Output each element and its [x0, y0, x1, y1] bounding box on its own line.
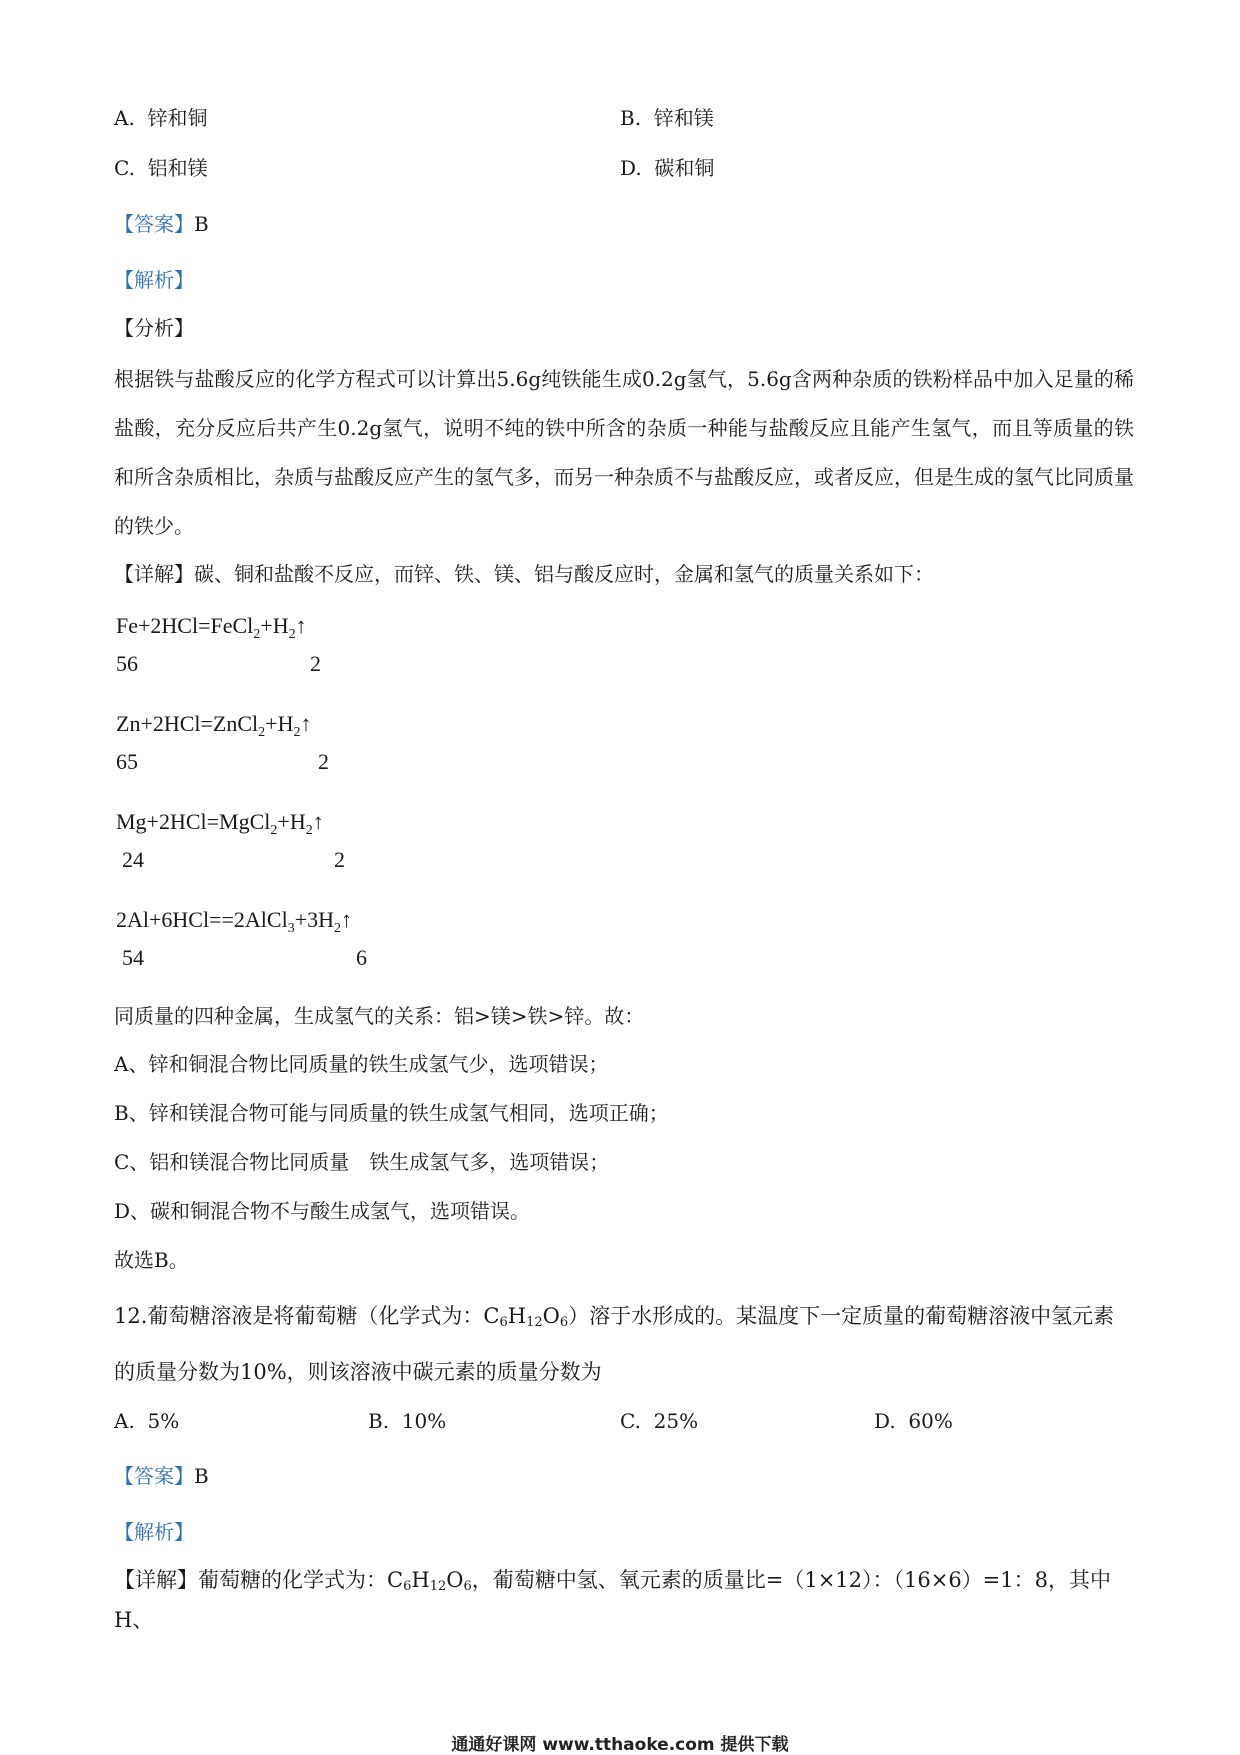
q12-stem: 12.葡萄糖溶液是将葡萄糖（化学式为：$C_6H_{12}O_6$）溶于水形成的。某温度下一定质量的葡萄糖溶液中氢元素 的质量分数为10%，则该溶液中碳元素的质量分数为 [114, 1304, 1115, 1384]
mass-h2-al: 6 [356, 945, 367, 970]
equation-zn: $Zn+2HCl=ZnCl_2+H_2↑$ [116, 711, 312, 740]
q11-analysis-heading: 【解析】 [114, 268, 194, 292]
q11-judgement-c: C、铝和镁混合物比同质量 铁生成氢气多，选项错误； [114, 1150, 610, 1174]
equation-al: $2Al+6HCl==2AlCl_3+3H_2↑$ [116, 907, 352, 936]
mass-h2-mg: 2 [334, 847, 345, 872]
prev-option-b: B. 锌和镁 [620, 106, 714, 130]
q11-answer [114, 210, 209, 238]
mass-h2-zn: 2 [318, 749, 329, 774]
q12-answer-value: B [194, 1464, 209, 1488]
mass-h2-fe: 2 [310, 651, 321, 676]
q11-judgement-a: A、锌和铜混合物比同质量的铁生成氢气少，选项错误； [114, 1052, 609, 1076]
q11-detail: 【详解】碳、铜和盐酸不反应，而锌、铁、镁、铝与酸反应时，金属和氢气的质量关系如下： [114, 562, 934, 586]
q12-answer: 【答案】B [114, 1464, 209, 1488]
equation-fe: $Fe+2HCl=FeCl_2+H_2↑$ [116, 613, 307, 642]
q11-relation: 同质量的四种金属，生成氢气的关系：铝>镁>铁>锌。故： [114, 1004, 645, 1028]
q12-option-a: A. 5% [114, 1409, 180, 1433]
q11-judgement-d: D、碳和铜混合物不与酸生成氢气，选项错误。 [114, 1199, 531, 1223]
q12-option-d: D. 60% [874, 1409, 953, 1433]
equation-mg: $Mg+2HCl=MgCl_2+H_2↑$ [116, 809, 324, 838]
q12-number: 12. [114, 1304, 148, 1328]
mass-al: 54 [122, 945, 144, 970]
prev-option-c: C. 铝和镁 [114, 156, 208, 180]
q11-conclusion: 故选B。 [114, 1248, 189, 1272]
answer-tag: 【答案】 [114, 212, 194, 236]
q11-answer-value: B [194, 212, 209, 236]
q11-judgement-b: B、锌和镁混合物可能与同质量的铁生成氢气相同，选项正确； [114, 1101, 669, 1125]
q12-option-b: B. 10% [368, 1409, 447, 1433]
prev-option-d: D. 碳和铜 [620, 156, 715, 180]
q11-fenxi-heading: 【分析】 [114, 316, 194, 340]
mass-fe: 56 [116, 651, 138, 676]
prev-option-a: A. 锌和铜 [114, 106, 208, 130]
q12-option-c: C. 25% [620, 1409, 699, 1433]
q11-fenxi-text: 根据铁与盐酸反应的化学方程式可以计算出5.6g纯铁能生成0.2g氢气，5.6g含两种杂质的铁粉样品中加入足量的稀盐酸，充分反应后共产生0.2g氢气，说明不纯的铁中所含的杂质一种能与盐酸反应且能产生氢气，而且等质量的铁和所含杂质相比，杂质与盐酸反应产生的氢气多，而另一种杂质不与盐酸反应，或者反应，但是生成的氢气比同质量的铁少。 [114, 367, 1134, 538]
mass-zn: 65 [116, 749, 138, 774]
footer-watermark: 通通好课网 www.tthaoke.com 提供下载 [451, 1735, 789, 1755]
q12-analysis-heading: 【解析】 [114, 1520, 194, 1544]
q12-detail: 【详解】葡萄糖的化学式为：$C_6H_{12}O_6$，葡萄糖中氢、氧元素的质量比=（1×12）：（16×6）=1：8，其中H、 [114, 1568, 1112, 1632]
mass-mg: 24 [122, 847, 144, 872]
